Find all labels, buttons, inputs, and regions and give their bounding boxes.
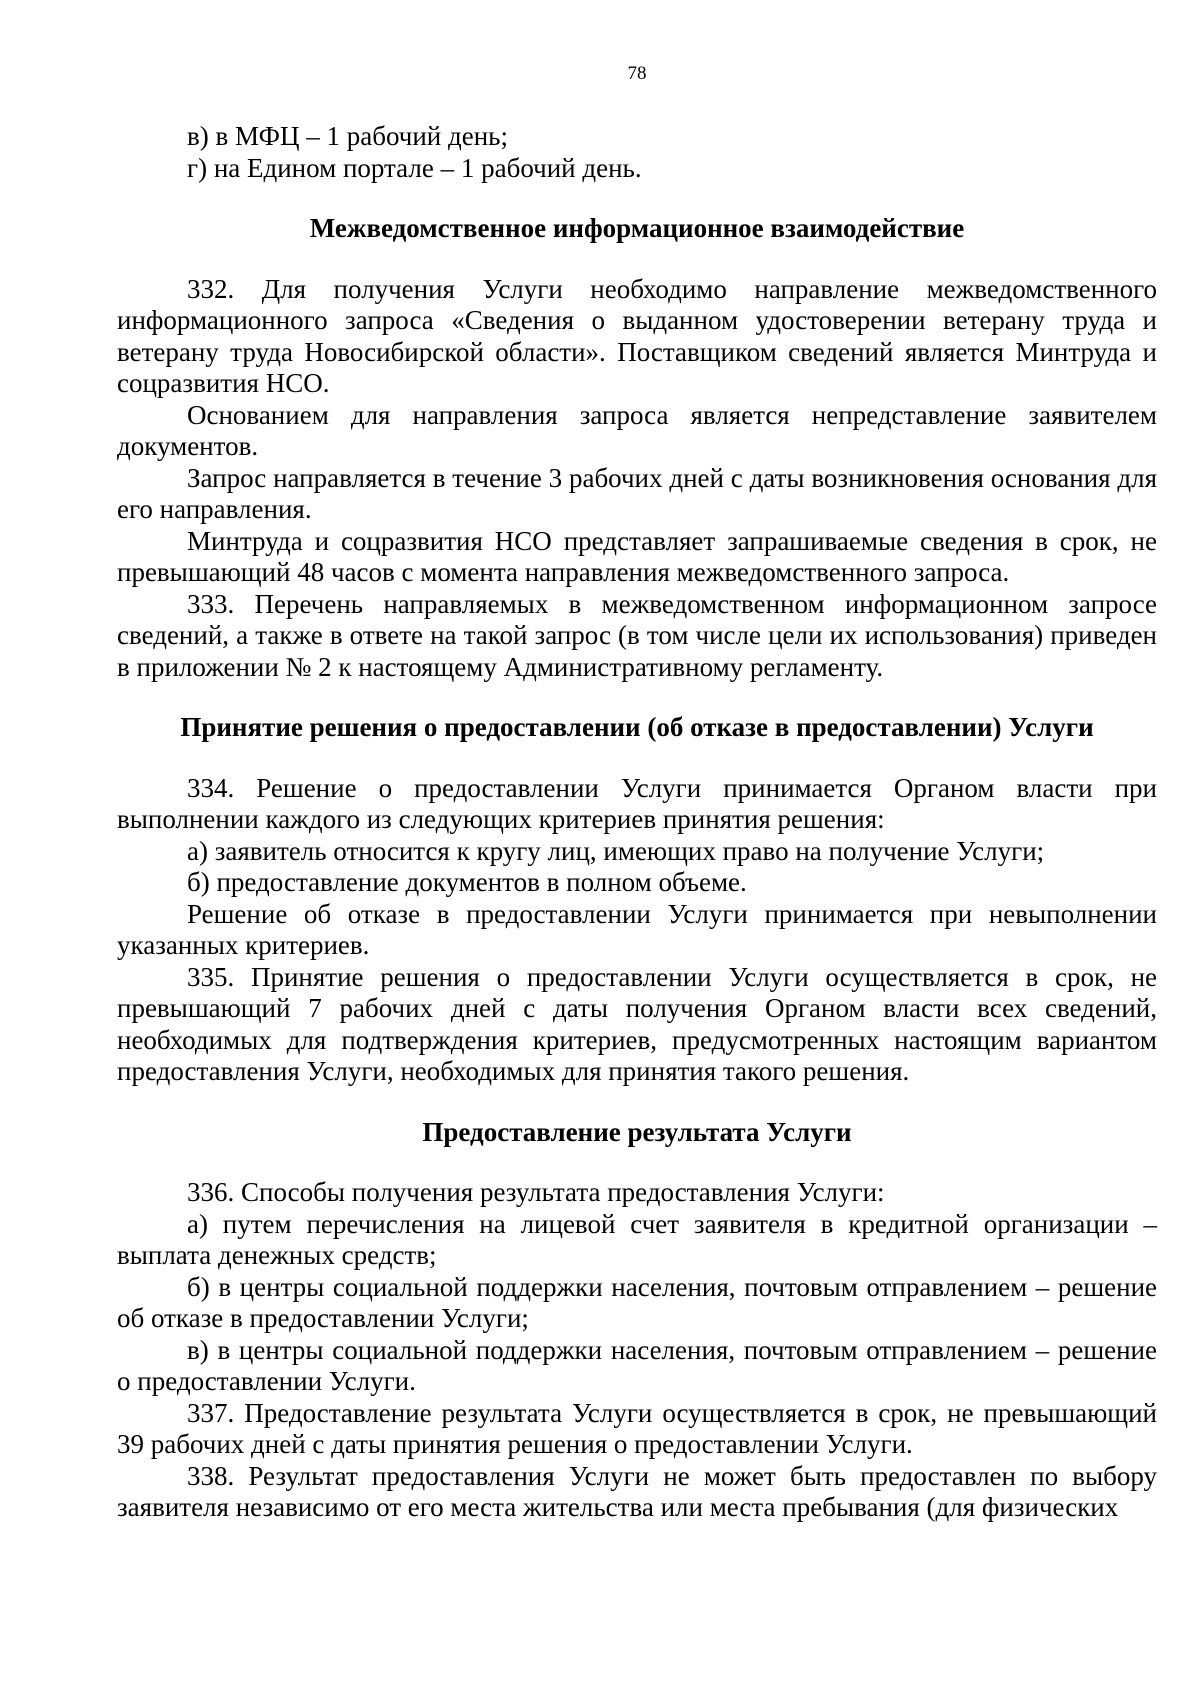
paragraph: Запрос направляется в течение 3 рабочих дней с даты возникновения основания для его направления. [117, 462, 1157, 524]
paragraph: 333. Перечень направляемых в межведомственном информационном запросе сведений, а также в ответе на такой запрос (в том числе цели их использования) приведен в приложении № 2 к настоящему Административному регламенту. [117, 588, 1157, 682]
section-heading-interagency: Межведомственное информационное взаимодействие [309, 213, 965, 243]
paragraph: 337. Предоставление результата Услуги осуществляется в срок, не превышающий 39 рабочих дней с даты принятия решения о предоставлении Услуги. [117, 1397, 1157, 1459]
paragraph: Решение об отказе в предоставлении Услуги принимается при невыполнении указанных критериев. [117, 898, 1157, 960]
list-item: б) предоставление документов в полном объеме. [187, 867, 747, 897]
section-heading-decision: Принятие решения о предоставлении (об отказе в предоставлении) Услуги [180, 712, 1094, 742]
paragraph: 332. Для получения Услуги необходимо направление межведомственного информационного запроса «Сведения о выданном удостоверении ветерану труда и ветерану труда Новосибирской области». Поставщиком сведений является Минтруда и соцразвития НСО. [117, 273, 1157, 398]
document-body [117, 121, 1157, 1524]
paragraph: 338. Результат предоставления Услуги не может быть предоставлен по выбору заявителя независимо от его места жительства или места пребывания (для физических [117, 1460, 1157, 1522]
list-item: а) путем перечисления на лицевой счет заявителя в кредитной организации – выплата денежных средств; [117, 1208, 1157, 1270]
list-item: в) в МФЦ – 1 рабочий день; [187, 121, 508, 151]
section-heading-result: Предоставление результата Услуги [422, 1116, 852, 1147]
paragraph: Минтруда и соцразвития НСО представляет запрашиваемые сведения в срок, не превышающий 48 часов с момента направления межведомственного запроса. [117, 525, 1157, 587]
paragraph: 334. Решение о предоставлении Услуги принимается Органом власти при выполнении каждого из следующих критериев принятия решения: [117, 772, 1157, 834]
list-item: в) в центры социальной поддержки населения, почтовым отправлением – решение о предоставлении Услуги. [117, 1334, 1157, 1396]
paragraph: Основанием для направления запроса является непредставление заявителем документов. [117, 399, 1157, 461]
list-item: а) заявитель относится к кругу лиц, имеющих право на получение Услуги; [187, 835, 1045, 866]
list-item: б) в центры социальной поддержки населения, почтовым отправлением – решение об отказе в предоставлении Услуги; [117, 1271, 1157, 1333]
list-item: г) на Едином портале – 1 рабочий день. [187, 152, 642, 183]
paragraph: 336. Способы получения результата предоставления Услуги: [187, 1177, 885, 1207]
page-number: 78 [627, 63, 647, 84]
paragraph: 335. Принятие решения о предоставлении Услуги осуществляется в срок, не превышающий 7 рабочих дней с даты получения Органом власти всех сведений, необходимых для подтверждения критериев, предусмотренных настоящим вариантом предоставления Услуги, необходимых для принятия такого решения. [117, 961, 1157, 1086]
